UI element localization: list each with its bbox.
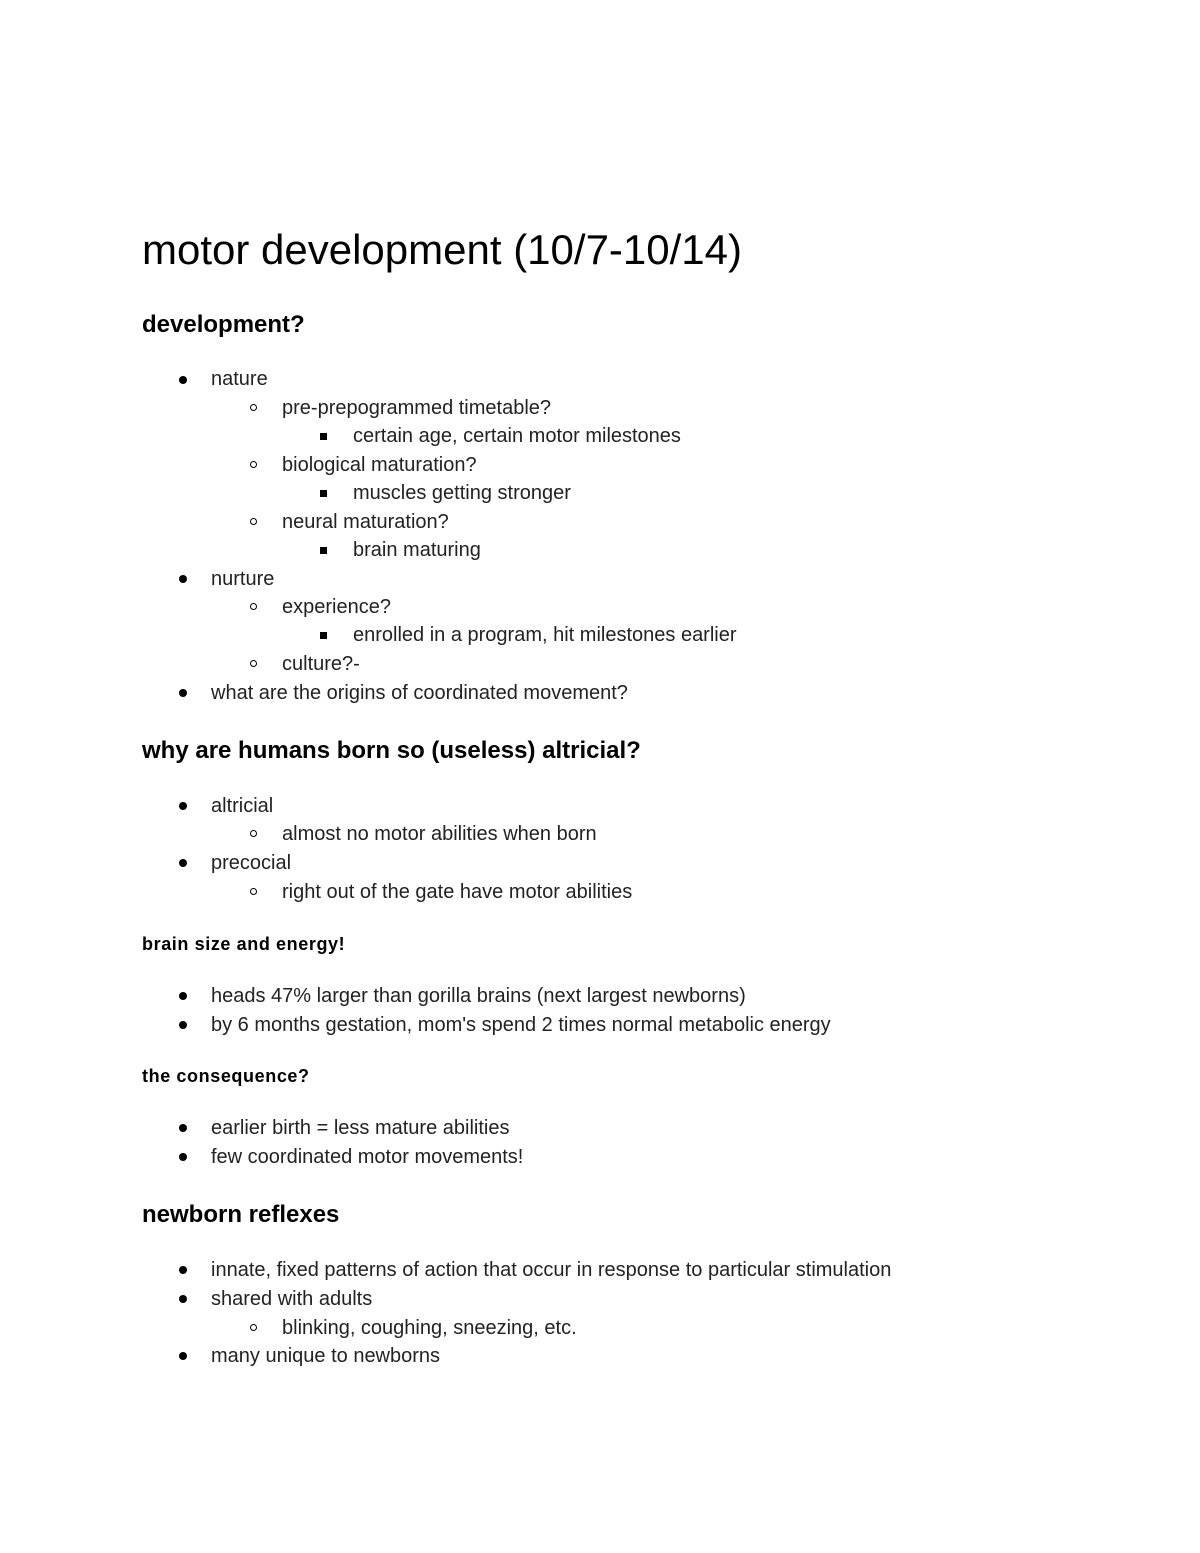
bullet-disc-icon	[179, 1021, 187, 1029]
bullet-square-icon	[320, 433, 327, 440]
bullet-circle-icon	[250, 603, 257, 610]
list-item: culture?-	[282, 653, 360, 675]
list-item: innate, fixed patterns of action that occur in response to particular stimulation	[211, 1259, 892, 1281]
list-item: by 6 months gestation, mom's spend 2 times normal metabolic energy	[211, 1014, 831, 1036]
bullet-circle-icon	[250, 830, 257, 837]
bullet-square-icon	[320, 632, 327, 639]
list-item: earlier birth = less mature abilities	[211, 1117, 510, 1139]
bullet-disc-icon	[179, 992, 187, 1000]
list-item: neural maturation?	[282, 511, 449, 533]
list-item: blinking, coughing, sneezing, etc.	[282, 1317, 577, 1339]
bullet-disc-icon	[179, 689, 187, 697]
bullet-square-icon	[320, 490, 327, 497]
bullet-circle-icon	[250, 404, 257, 411]
list-item: altricial	[211, 795, 274, 817]
list-item: enrolled in a program, hit milestones earlier	[353, 624, 737, 646]
page-title: motor development (10/7-10/14)	[142, 226, 742, 273]
list-item: experience?	[282, 596, 391, 618]
list-item: certain age, certain motor milestones	[353, 425, 681, 447]
section-heading-brain-size: brain size and energy!	[142, 934, 346, 954]
list-item: almost no motor abilities when born	[282, 823, 597, 845]
section-heading-reflexes: newborn reflexes	[142, 1201, 340, 1228]
section-heading-altricial: why are humans born so (useless) altricial?	[142, 737, 641, 764]
bullet-disc-icon	[179, 1352, 187, 1360]
list-item: pre-prepogrammed timetable?	[282, 397, 552, 419]
bullet-circle-icon	[250, 518, 257, 525]
list-item: right out of the gate have motor abilities	[282, 881, 633, 903]
list-item: what are the origins of coordinated movement?	[211, 682, 628, 704]
bullet-square-icon	[320, 547, 327, 554]
bullet-disc-icon	[179, 859, 187, 867]
list-item: nurture	[211, 568, 275, 590]
list-item: muscles getting stronger	[353, 482, 571, 504]
bullet-disc-icon	[179, 575, 187, 583]
list-item: biological maturation?	[282, 454, 477, 476]
list-item: many unique to newborns	[211, 1345, 441, 1367]
list-item: few coordinated motor movements!	[211, 1146, 524, 1168]
list-item: brain maturing	[353, 539, 481, 561]
bullet-circle-icon	[250, 660, 257, 667]
bullet-disc-icon	[179, 1295, 187, 1303]
bullet-circle-icon	[250, 888, 257, 895]
bullet-disc-icon	[179, 1266, 187, 1274]
section-heading-consequence: the consequence?	[142, 1066, 310, 1086]
list-item: shared with adults	[211, 1288, 373, 1310]
list-item: precocial	[211, 852, 292, 874]
bullet-disc-icon	[179, 802, 187, 810]
section-heading-development: development?	[142, 311, 305, 338]
bullet-disc-icon	[179, 376, 187, 384]
bullet-disc-icon	[179, 1124, 187, 1132]
bullet-disc-icon	[179, 1153, 187, 1161]
list-item: heads 47% larger than gorilla brains (next largest newborns)	[211, 985, 746, 1007]
list-item: nature	[211, 368, 268, 390]
bullet-circle-icon	[250, 1324, 257, 1331]
bullet-circle-icon	[250, 461, 257, 468]
